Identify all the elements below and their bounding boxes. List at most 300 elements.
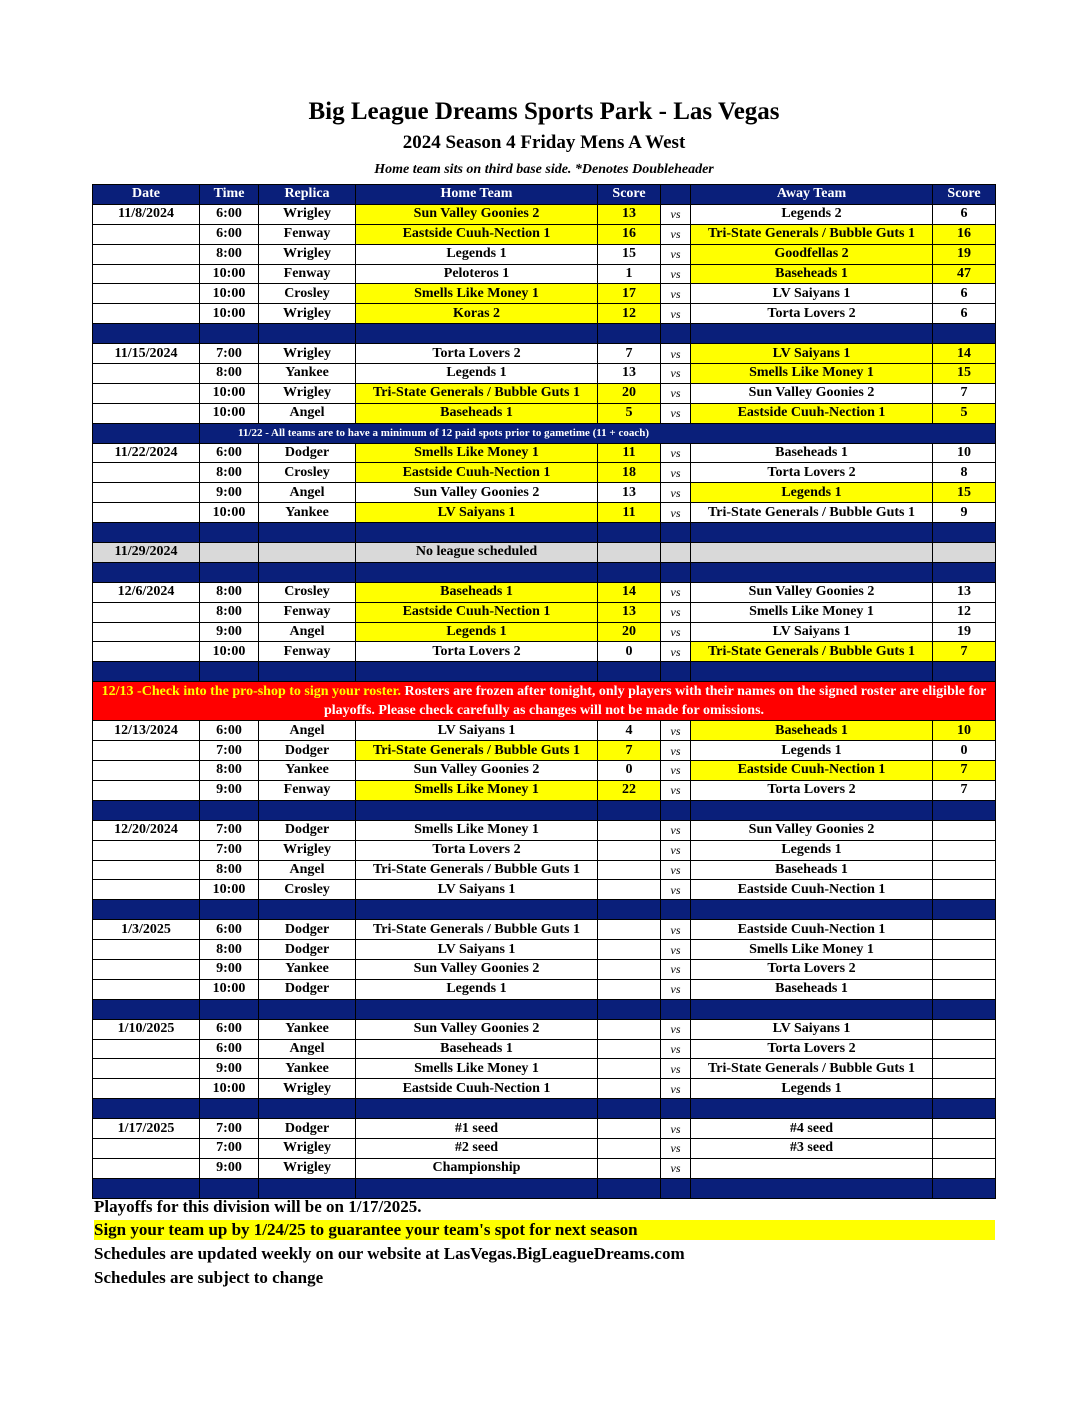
schedule-table [92,184,996,1199]
vs-cell: vs [661,264,691,284]
separator-cell [259,523,356,543]
away-score-cell: 7 [933,383,996,403]
empty-cell [933,543,996,563]
separator-cell [691,800,933,820]
separator-row [93,900,996,920]
time-cell: 9:00 [200,1059,259,1079]
home-team-cell: Smells Like Money 1 [356,284,598,304]
separator-cell [933,800,996,820]
field-cell: Wrigley [259,304,356,324]
game-row [93,264,996,284]
away-score-cell: 7 [933,761,996,781]
away-team-cell: Torta Lovers 2 [691,959,933,979]
vs-cell: vs [661,761,691,781]
col-away-team: Away Team [691,185,933,205]
date-cell [93,860,200,880]
separator-cell [661,562,691,582]
time-cell: 10:00 [200,403,259,423]
time-cell: 8:00 [200,364,259,384]
home-score-cell: 0 [598,642,661,662]
home-team-cell: #2 seed [356,1138,598,1158]
home-score-cell [598,1119,661,1139]
home-score-cell [598,1059,661,1079]
away-score-cell: 6 [933,284,996,304]
away-score-cell [933,1059,996,1079]
field-cell: Crosley [259,284,356,304]
date-cell: 11/15/2024 [93,344,200,364]
home-score-cell: 7 [598,344,661,364]
separator-cell [356,800,598,820]
field-cell: Wrigley [259,1079,356,1099]
away-score-cell [933,979,996,999]
date-cell [93,483,200,503]
time-cell: 10:00 [200,1079,259,1099]
change-note: Schedules are subject to change [94,1268,324,1287]
vs-cell: vs [661,304,691,324]
roster-alert-row [93,682,996,721]
away-team-cell: #4 seed [691,1119,933,1139]
page-subtitle: 2024 Season 4 Friday Mens A West [402,132,686,153]
date-cell [93,463,200,483]
time-cell: 10:00 [200,503,259,523]
time-cell: 6:00 [200,1019,259,1039]
away-score-cell: 7 [933,780,996,800]
separator-cell [691,324,933,344]
game-row [93,383,996,403]
away-team-cell: Eastside Cuuh-Nection 1 [691,403,933,423]
time-cell [200,543,259,563]
away-team-cell: Sun Valley Goonies 2 [691,820,933,840]
time-cell: 8:00 [200,602,259,622]
vs-cell: vs [661,383,691,403]
field-cell [259,543,356,563]
away-score-cell [933,1158,996,1178]
separator-cell [933,1178,996,1198]
away-team-cell [691,1158,933,1178]
time-cell: 7:00 [200,344,259,364]
date-cell [93,741,200,761]
game-row [93,959,996,979]
game-row [93,602,996,622]
separator-row [93,800,996,820]
away-team-cell: Legends 1 [691,483,933,503]
date-cell [93,1079,200,1099]
away-score-cell: 15 [933,364,996,384]
game-row [93,780,996,800]
home-score-cell: 12 [598,304,661,324]
vs-cell: vs [661,920,691,940]
away-score-cell: 12 [933,602,996,622]
separator-cell [200,662,259,682]
game-row [93,979,996,999]
vs-cell: vs [661,741,691,761]
field-cell: Angel [259,483,356,503]
home-score-cell: 11 [598,443,661,463]
vs-cell: vs [661,959,691,979]
time-cell: 6:00 [200,204,259,224]
home-team-cell: Torta Lovers 2 [356,642,598,662]
game-row [93,1059,996,1079]
home-team-cell: Torta Lovers 2 [356,840,598,860]
empty-cell [691,543,933,563]
home-team-cell: Sun Valley Goonies 2 [356,204,598,224]
date-cell [93,1059,200,1079]
date-cell [93,979,200,999]
home-score-cell: 18 [598,463,661,483]
away-score-cell: 6 [933,304,996,324]
no-league-text: No league scheduled [356,543,598,563]
home-score-cell [598,1158,661,1178]
vs-cell: vs [661,443,691,463]
time-cell: 6:00 [200,224,259,244]
vs-cell: vs [661,204,691,224]
away-score-cell: 13 [933,582,996,602]
game-row [93,642,996,662]
vs-cell: vs [661,642,691,662]
game-row [93,840,996,860]
game-row [93,622,996,642]
home-team-cell: Smells Like Money 1 [356,820,598,840]
header-row [93,185,996,205]
separator-cell [93,900,200,920]
col-home-score: Score [598,185,661,205]
field-cell: Dodger [259,1119,356,1139]
separator-cell [933,324,996,344]
away-score-cell: 19 [933,244,996,264]
field-cell: Fenway [259,264,356,284]
home-score-cell: 20 [598,383,661,403]
field-cell: Fenway [259,602,356,622]
time-cell: 6:00 [200,1039,259,1059]
home-team-cell: Eastside Cuuh-Nection 1 [356,1079,598,1099]
away-score-cell [933,1138,996,1158]
home-score-cell [598,979,661,999]
away-team-cell: Torta Lovers 2 [691,1039,933,1059]
game-row [93,820,996,840]
separator-cell [691,1178,933,1198]
home-score-cell: 20 [598,622,661,642]
away-score-cell: 14 [933,344,996,364]
game-row [93,920,996,940]
vs-cell: vs [661,979,691,999]
away-team-cell: Goodfellas 2 [691,244,933,264]
separator-cell [661,800,691,820]
home-score-cell: 5 [598,403,661,423]
date-cell: 1/3/2025 [93,920,200,940]
date-cell [93,940,200,960]
home-score-cell [598,880,661,900]
field-cell: Yankee [259,1059,356,1079]
date-cell [93,880,200,900]
game-row [93,582,996,602]
home-score-cell: 13 [598,364,661,384]
time-cell: 8:00 [200,860,259,880]
separator-cell [933,523,996,543]
away-team-cell: LV Saiyans 1 [691,284,933,304]
separator-cell [661,900,691,920]
time-cell: 7:00 [200,820,259,840]
time-cell: 8:00 [200,463,259,483]
separator-cell [661,662,691,682]
separator-cell [356,562,598,582]
separator-cell [93,562,200,582]
separator-row [93,1099,996,1119]
away-team-cell: Sun Valley Goonies 2 [691,383,933,403]
separator-cell [933,900,996,920]
date-cell [93,761,200,781]
home-team-cell: Championship [356,1158,598,1178]
home-score-cell: 7 [598,741,661,761]
game-row [93,1019,996,1039]
separator-cell [259,662,356,682]
field-cell: Wrigley [259,383,356,403]
away-team-cell: Legends 1 [691,840,933,860]
date-cell [93,1039,200,1059]
separator-cell [691,662,933,682]
game-row [93,443,996,463]
field-cell: Dodger [259,443,356,463]
field-cell: Crosley [259,880,356,900]
field-cell: Fenway [259,224,356,244]
date-cell [93,383,200,403]
home-score-cell: 22 [598,780,661,800]
col-date: Date [93,185,200,205]
separator-cell [356,999,598,1019]
date-cell [93,264,200,284]
vs-cell: vs [661,721,691,741]
no-league-row [93,543,996,563]
date-cell [93,840,200,860]
col-replica: Replica [259,185,356,205]
separator-cell [259,999,356,1019]
date-cell [93,244,200,264]
vs-cell: vs [661,1019,691,1039]
signup-note: Sign your team up by 1/24/25 to guarantee your team's spot for next season [94,1220,995,1240]
away-score-cell: 6 [933,204,996,224]
separator-cell [661,523,691,543]
separator-cell [933,1099,996,1119]
vs-cell: vs [661,1079,691,1099]
field-cell: Wrigley [259,344,356,364]
roster-alert [93,682,996,721]
separator-row [93,523,996,543]
separator-cell [598,1178,661,1198]
separator-cell [93,324,200,344]
game-row [93,503,996,523]
date-cell: 11/22/2024 [93,443,200,463]
home-team-cell: Sun Valley Goonies 2 [356,959,598,979]
separator-cell [661,999,691,1019]
home-team-cell: Tri-State Generals / Bubble Guts 1 [356,920,598,940]
home-team-cell: Tri-State Generals / Bubble Guts 1 [356,860,598,880]
away-team-cell: Baseheads 1 [691,979,933,999]
away-team-cell: #3 seed [691,1138,933,1158]
vs-cell: vs [661,344,691,364]
home-team-cell: Smells Like Money 1 [356,1059,598,1079]
home-score-cell [598,940,661,960]
separator-cell [356,324,598,344]
vs-cell: vs [661,880,691,900]
separator-cell [598,562,661,582]
field-cell: Dodger [259,979,356,999]
separator-cell [259,562,356,582]
away-team-cell: Torta Lovers 2 [691,780,933,800]
separator-cell [93,523,200,543]
home-team-cell: Peloteros 1 [356,264,598,284]
time-cell: 9:00 [200,959,259,979]
home-team-cell: Baseheads 1 [356,403,598,423]
away-score-cell [933,1079,996,1099]
separator-cell [259,1099,356,1119]
game-row [93,1039,996,1059]
away-team-cell: Baseheads 1 [691,264,933,284]
time-cell: 9:00 [200,622,259,642]
home-score-cell [598,1039,661,1059]
separator-row [93,1178,996,1198]
field-cell: Wrigley [259,1138,356,1158]
vs-cell: vs [661,1158,691,1178]
away-team-cell: Sun Valley Goonies 2 [691,582,933,602]
separator-cell [661,324,691,344]
field-cell: Dodger [259,920,356,940]
separator-cell [259,324,356,344]
date-cell [93,780,200,800]
notice-row [93,423,996,443]
time-cell: 10:00 [200,880,259,900]
date-cell: 1/17/2025 [93,1119,200,1139]
separator-cell [356,1099,598,1119]
home-score-cell [598,1019,661,1039]
game-row [93,860,996,880]
away-team-cell: Tri-State Generals / Bubble Guts 1 [691,1059,933,1079]
away-team-cell: Torta Lovers 2 [691,463,933,483]
away-score-cell: 47 [933,264,996,284]
game-row [93,224,996,244]
field-cell: Yankee [259,761,356,781]
away-score-cell [933,940,996,960]
home-team-cell: Eastside Cuuh-Nection 1 [356,463,598,483]
away-score-cell: 10 [933,443,996,463]
vs-cell: vs [661,602,691,622]
separator-cell [200,523,259,543]
home-score-cell: 11 [598,503,661,523]
home-team-cell: Smells Like Money 1 [356,780,598,800]
roster-alert-lead: 12/13 -Check into the pro-shop to sign your roster. [101,684,401,700]
game-row [93,940,996,960]
notice-cell [93,423,200,443]
home-team-cell: Torta Lovers 2 [356,344,598,364]
date-cell [93,959,200,979]
separator-cell [200,900,259,920]
field-cell: Yankee [259,1019,356,1039]
separator-cell [93,1178,200,1198]
time-cell: 7:00 [200,741,259,761]
away-team-cell: Torta Lovers 2 [691,304,933,324]
field-cell: Yankee [259,364,356,384]
away-team-cell: Smells Like Money 1 [691,940,933,960]
time-cell: 10:00 [200,642,259,662]
home-team-cell: Tri-State Generals / Bubble Guts 1 [356,741,598,761]
vs-cell: vs [661,840,691,860]
away-team-cell: Tri-State Generals / Bubble Guts 1 [691,224,933,244]
time-cell: 10:00 [200,284,259,304]
home-team-cell: Sun Valley Goonies 2 [356,761,598,781]
separator-cell [691,1099,933,1119]
date-cell: 11/8/2024 [93,204,200,224]
field-cell: Angel [259,622,356,642]
away-score-cell [933,880,996,900]
field-cell: Dodger [259,820,356,840]
game-row [93,463,996,483]
away-score-cell [933,920,996,940]
game-row [93,284,996,304]
home-score-cell: 1 [598,264,661,284]
vs-cell: vs [661,364,691,384]
home-team-cell: Legends 1 [356,979,598,999]
away-team-cell: Legends 2 [691,204,933,224]
separator-cell [259,900,356,920]
away-score-cell: 15 [933,483,996,503]
vs-cell: vs [661,582,691,602]
date-cell: 12/20/2024 [93,820,200,840]
home-team-cell: Eastside Cuuh-Nection 1 [356,224,598,244]
time-cell: 9:00 [200,1158,259,1178]
away-team-cell: Tri-State Generals / Bubble Guts 1 [691,503,933,523]
separator-cell [93,800,200,820]
time-cell: 8:00 [200,940,259,960]
separator-cell [691,900,933,920]
time-cell: 10:00 [200,979,259,999]
home-team-cell: LV Saiyans 1 [356,940,598,960]
separator-cell [598,900,661,920]
game-row [93,483,996,503]
field-cell: Wrigley [259,204,356,224]
separator-cell [200,1099,259,1119]
away-score-cell [933,860,996,880]
separator-cell [598,999,661,1019]
separator-cell [598,800,661,820]
separator-cell [200,324,259,344]
field-cell: Fenway [259,642,356,662]
date-cell [93,503,200,523]
date-cell: 12/6/2024 [93,582,200,602]
vs-cell: vs [661,780,691,800]
away-team-cell: Legends 1 [691,741,933,761]
home-team-cell: Koras 2 [356,304,598,324]
away-score-cell: 0 [933,741,996,761]
home-score-cell [598,920,661,940]
field-cell: Crosley [259,582,356,602]
separator-cell [691,523,933,543]
separator-cell [691,562,933,582]
field-cell: Angel [259,1039,356,1059]
vs-cell: vs [661,1119,691,1139]
home-score-cell [598,860,661,880]
separator-row [93,562,996,582]
home-score-cell: 13 [598,602,661,622]
time-cell: 7:00 [200,1119,259,1139]
time-cell: 7:00 [200,1138,259,1158]
date-cell [93,1138,200,1158]
home-score-cell: 14 [598,582,661,602]
away-team-cell: Tri-State Generals / Bubble Guts 1 [691,642,933,662]
game-row [93,761,996,781]
game-row [93,304,996,324]
date-cell [93,642,200,662]
separator-cell [200,1178,259,1198]
home-team-note: Home team sits on third base side. *Denotes Doubleheader [374,162,714,177]
time-cell: 9:00 [200,780,259,800]
